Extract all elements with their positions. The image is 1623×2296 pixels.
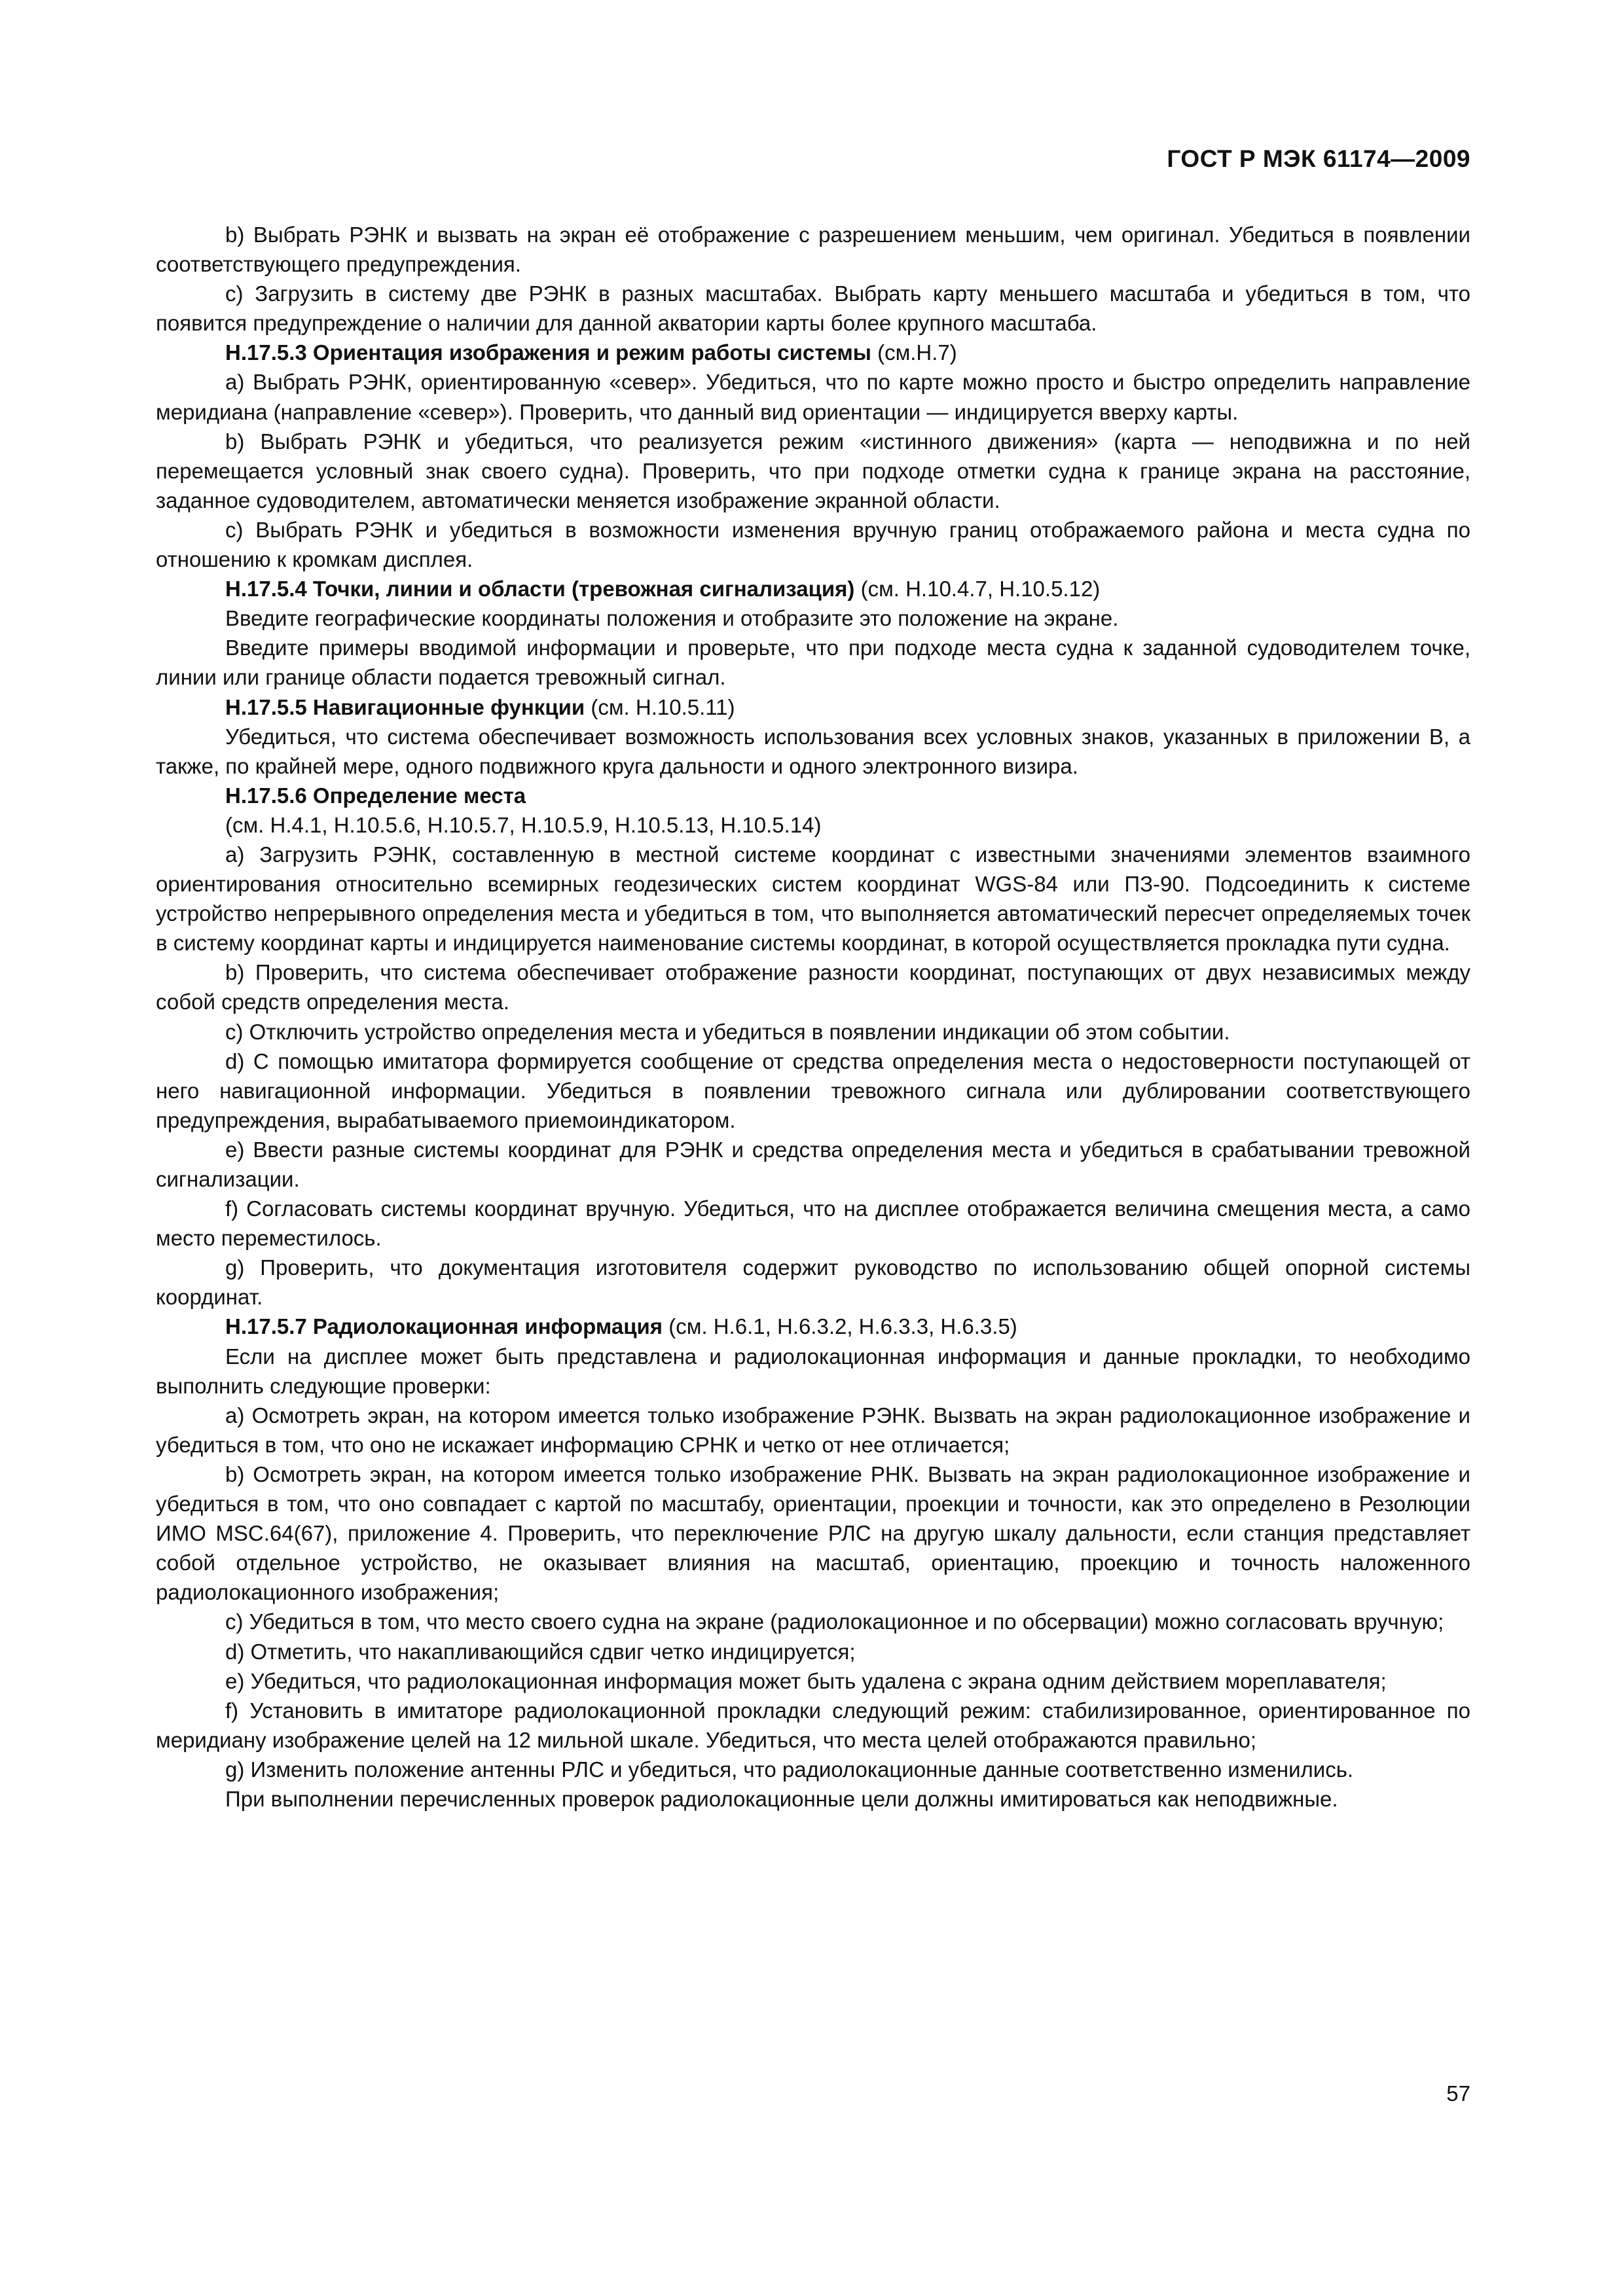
paragraph: b) Осмотреть экран, на котором имеется только изображение РНК. Вызвать на экран радиолокационное изображение и убедиться в том, что оно совпадает с картой по масштабу, ориентации, проекции и точности, как это определено в Резолюции ИМО MSC.64(67), приложение 4. Проверить, что переключение РЛС на другую шкалу дальности, если станция представляет собой отдельное устройство, не оказывает влияния на масштаб, ориентацию, проекцию и точность наложенного радиолокационного изображения;	[156, 1462, 1470, 1605]
document-body	[156, 220, 1470, 1814]
section-reference: (см. Н.10.4.7, Н.10.5.12)	[854, 577, 1101, 601]
paragraph: Введите географические координаты положения и отобразите это положение на экране.	[225, 606, 1119, 631]
section-title: H.17.5.5 Навигационные функции	[225, 694, 585, 719]
section-heading	[156, 574, 1470, 603]
section-heading	[156, 338, 1470, 367]
paragraph: f) Согласовать системы координат вручную. Убедиться, что на дисплее отображается величина смещения места, а само место переместилось.	[156, 1196, 1470, 1251]
paragraph: d) Отметить, что накапливающийся сдвиг четко индицируется;	[225, 1639, 856, 1664]
section-heading	[156, 781, 1470, 810]
paragraph: c) Выбрать РЭНК и убедиться в возможности изменения вручную границ отображаемого района и места судна по отношению к кромкам дисплея.	[156, 517, 1470, 572]
section-title: H.17.5.3 Ориентация изображения и режим работы системы	[225, 340, 871, 365]
paragraph: e) Убедиться, что радиолокационная информация может быть удалена с экрана одним действием мореплавателя;	[225, 1668, 1387, 1693]
paragraph: a) Выбрать РЭНК, ориентированную «север». Убедиться, что по карте можно просто и быстро определить направление меридиана (направление «север»). Проверить, что данный вид ориентации — индицируется вверху карты.	[156, 370, 1470, 424]
paragraph: c) Убедиться в том, что место своего судна на экране (радиолокационное и по обсервации) можно согласовать вручную;	[225, 1609, 1444, 1634]
paragraph: g) Проверить, что документация изготовителя содержит руководство по использованию общей опорной системы координат.	[156, 1255, 1470, 1310]
paragraph: b) Выбрать РЭНК и вызвать на экран её отображение с разрешением меньшим, чем оригинал. Убедиться в появлении соответствующего предупреждения.	[156, 223, 1470, 277]
section-heading	[156, 1312, 1470, 1341]
standard-header: ГОСТ Р МЭК 61174—2009	[1167, 145, 1470, 172]
section-reference: (см. Н.4.1, Н.10.5.6, Н.10.5.7, Н.10.5.9, Н.10.5.13, Н.10.5.14)	[225, 812, 822, 837]
section-reference: (см.Н.7)	[871, 340, 957, 365]
paragraph: g) Изменить положение антенны РЛС и убедиться, что радиолокационные данные соответственно изменились.	[225, 1757, 1354, 1782]
section-title: H.17.5.4 Точки, линии и области (тревожная сигнализация)	[225, 577, 855, 601]
section-heading	[156, 692, 1470, 722]
paragraph: c) Отключить устройство определения места и убедиться в появлении индикации об этом событии.	[225, 1019, 1230, 1044]
page-number: 57	[1446, 2081, 1470, 2106]
paragraph: e) Ввести разные системы координат для РЭНК и средства определения места и убедиться в срабатывании тревожной сигнализации.	[156, 1137, 1470, 1191]
paragraph: a) Загрузить РЭНК, составленную в местной системе координат с известными значениями элементов взаимного ориентирования относительно всемирных геодезических систем координат WGS-84 или ПЗ-90. Подсоединить к системе устройство непрерывного определения места и убедиться в том, что выполняется автоматический пересчет определяемых точек в систему координат карты и индицируется наименование системы координат, в которой осуществляется прокладка пути судна.	[156, 842, 1470, 956]
section-title: H.17.5.7 Радиолокационная информация	[225, 1314, 663, 1339]
section-title: H.17.5.6 Определение места	[225, 783, 526, 808]
paragraph: c) Загрузить в систему две РЭНК в разных масштабах. Выбрать карту меньшего масштаба и убедиться в том, что появится предупреждение о наличии для данной акватории карты более крупного масштаба.	[156, 281, 1470, 336]
paragraph: Если на дисплее может быть представлена и радиолокационная информация и данные прокладки, то необходимо выполнить следующие проверки:	[156, 1344, 1470, 1398]
paragraph: f) Установить в имитаторе радиолокационной прокладки следующий режим: стабилизированное, ориентированное по меридиану изображение целей на 12 мильной шкале. Убедиться, что места целей отображаются правильно;	[156, 1698, 1470, 1752]
paragraph: b) Проверить, что система обеспечивает отображение разности координат, поступающих от двух независимых между собой средств определения места.	[156, 960, 1470, 1014]
section-reference: (см. Н.10.5.11)	[585, 694, 735, 719]
paragraph: При выполнении перечисленных проверок радиолокационные цели должны имитироваться как неподвижные.	[225, 1786, 1338, 1811]
paragraph: b) Выбрать РЭНК и убедиться, что реализуется режим «истинного движения» (карта — неподвижна и по ней перемещается условный знак своего судна). Проверить, что при подходе отметки судна к границе экрана на расстояние, заданное судоводителем, автоматически меняется изображение экранной области.	[156, 429, 1470, 512]
paragraph: Убедиться, что система обеспечивает возможность использования всех условных знаков, указанных в приложении В, а также, по крайней мере, одного подвижного круга дальности и одного электронного визира.	[156, 724, 1470, 778]
paragraph: d) С помощью имитатора формируется сообщение от средства определения места о недостоверности поступающей от него навигационной информации. Убедиться в появлении тревожного сигнала или дублировании соответствующего предупреждения, вырабатываемого приемоиндикатором.	[156, 1049, 1470, 1132]
paragraph: a) Осмотреть экран, на котором имеется только изображение РЭНК. Вызвать на экран радиолокационное изображение и убедиться в том, что оно не искажает информацию СРНК и четко от нее отличается;	[156, 1403, 1470, 1457]
section-reference: (см. Н.6.1, Н.6.3.2, Н.6.3.3, Н.6.3.5)	[663, 1314, 1017, 1339]
paragraph: Введите примеры вводимой информации и проверьте, что при подходе места судна к заданной судоводителем точке, линии или границе области подается тревожный сигнал.	[156, 636, 1470, 690]
